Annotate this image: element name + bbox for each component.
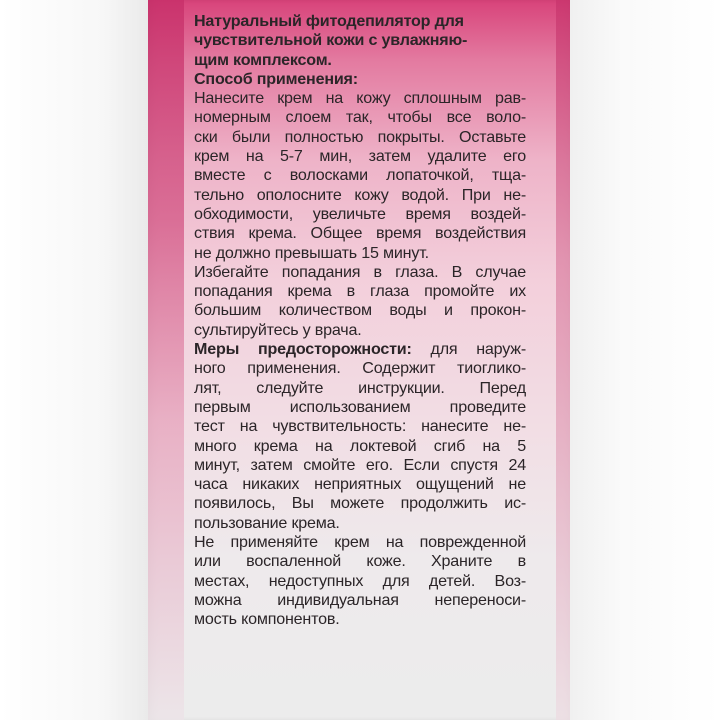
product-title <box>194 12 526 70</box>
precautions-line: можна индивидуальная непереноси- <box>194 590 526 609</box>
precautions-section <box>194 340 526 629</box>
precautions-line: появилось, Вы можете продолжить ис- <box>194 494 526 513</box>
precautions-line: ного применения. Содержит тиоглико- <box>194 359 526 378</box>
package-pink-edge <box>148 0 184 720</box>
usage-section <box>194 70 526 340</box>
usage-line: номерным слоем так, чтобы все воло- <box>194 108 526 127</box>
usage-heading: Способ применения: <box>194 69 358 88</box>
usage-line: обходимости, увеличьте время воздей- <box>194 204 526 223</box>
background-left <box>0 0 148 720</box>
usage-line: тельно ополосните кожу водой. При не- <box>194 185 526 204</box>
precautions-first-line <box>194 340 526 359</box>
usage-line: крем на 5-7 мин, затем удалите его <box>194 147 526 166</box>
title-line: чувствительной кожи с увлажняю- <box>194 31 468 50</box>
precautions-line: мость компонентов. <box>194 610 340 629</box>
precautions-line: тест на чувствительность: нанесите не- <box>194 417 526 436</box>
precautions-line: пользование крема. <box>194 513 340 532</box>
package-right-edge <box>556 0 570 720</box>
title-line: щим комплексом. <box>194 50 332 69</box>
usage-line: ствия крема. Общее время воздействия <box>194 224 526 243</box>
usage-line: ски были полностью покрыты. Оставьте <box>194 127 526 146</box>
usage-line: не должно превышать 15 минут. <box>194 243 429 262</box>
precautions-heading: Меры предосторожности: <box>194 340 412 359</box>
usage-line: большим количеством воды и прокон- <box>194 301 526 320</box>
precautions-line: местах, недоступных для детей. Воз- <box>194 571 526 590</box>
precautions-line: Не применяйте крем на поврежденной <box>194 533 526 552</box>
instruction-text-block <box>194 12 526 630</box>
precautions-line: минут, затем смойте его. Если спустя 24 <box>194 455 526 474</box>
precautions-first-line-rest: для наруж- <box>411 340 527 359</box>
usage-line: вместе с волосками лопаточкой, тща- <box>194 166 526 185</box>
usage-line: попадания крема в глаза промойте их <box>194 282 526 301</box>
precautions-line: много крема на локтевой сгиб на 5 <box>194 436 526 455</box>
usage-line: сультируйтесь у врача. <box>194 320 362 339</box>
precautions-line: лят, следуйте инструкции. Перед <box>194 378 526 397</box>
title-line: Натуральный фитодепилятор для <box>194 12 464 30</box>
precautions-line: первым использованием проведите <box>194 397 526 416</box>
precautions-line: или воспаленной коже. Храните в <box>194 552 526 571</box>
usage-line: Нанесите крем на кожу сплошным рав- <box>194 89 526 108</box>
background-right <box>570 0 720 720</box>
precautions-line: часа никаких неприятных ощущений не <box>194 475 526 494</box>
usage-line: Избегайте попадания в глаза. В случае <box>194 262 526 281</box>
